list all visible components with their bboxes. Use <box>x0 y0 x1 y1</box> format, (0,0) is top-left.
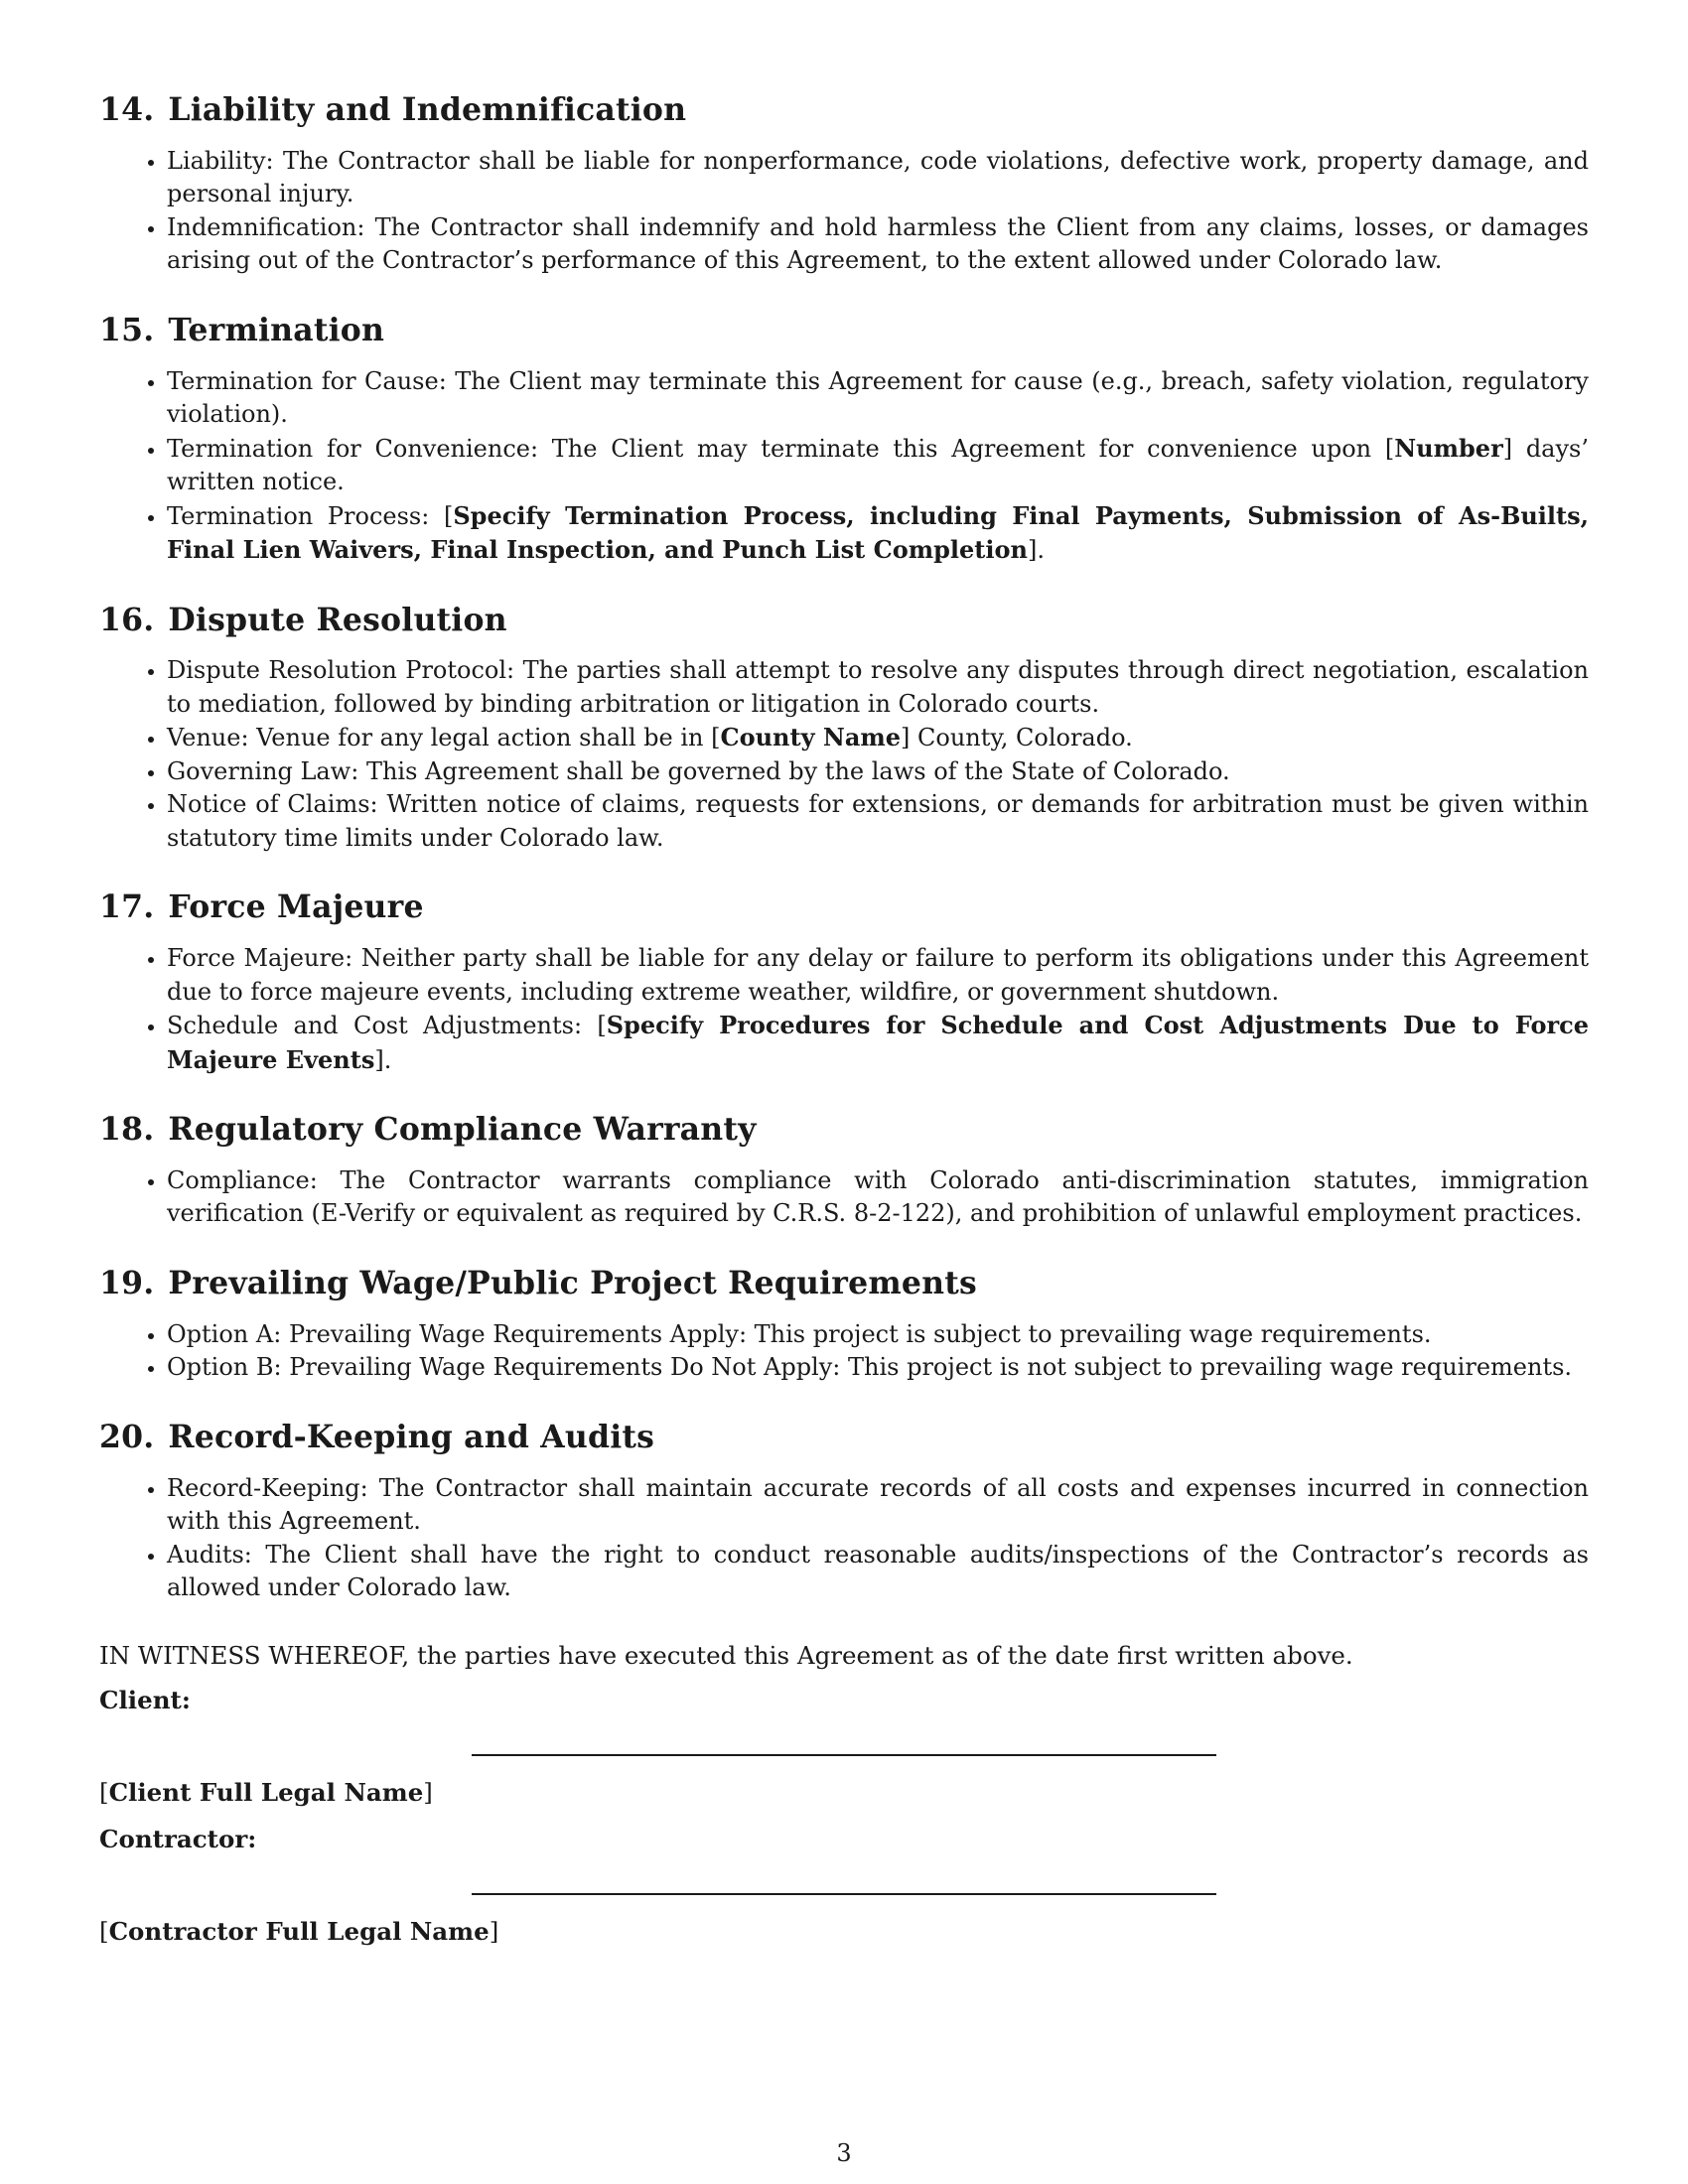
clause-item <box>167 365 1589 432</box>
section-14 <box>99 91 1589 278</box>
section-19 <box>99 1265 1589 1385</box>
clause-text: Schedule and Cost Adjustments: [ <box>167 1012 607 1040</box>
section-15 <box>99 312 1589 568</box>
clause-item <box>167 788 1589 855</box>
clause-text: Indemnification: The Contractor shall indemnify and hold harmless the Client from any claims, losses, or damages arising out of the Contractor’s performance of this Agreement, to the extent allowed under Colorado law. <box>167 212 1589 275</box>
clause-text: Record-Keeping: The Contractor shall maintain accurate records of all costs and expenses incurred in connection with this Agreement. <box>167 1473 1589 1536</box>
clause-item <box>167 1351 1589 1385</box>
section-number: 14. <box>99 91 155 128</box>
section-title: Prevailing Wage/Public Project Requirements <box>168 1264 977 1301</box>
section-number: 18. <box>99 1111 155 1149</box>
clause-text-end: ]. <box>374 1045 392 1074</box>
clause-text: Notice of Claims: Written notice of claims, requests for extensions, or demands for arbitration must be given within statutory time limits under Colorado law. <box>167 790 1589 852</box>
clause-list <box>99 654 1589 855</box>
section-number: 20. <box>99 1418 155 1455</box>
clause-list <box>99 145 1589 278</box>
section-title: Termination <box>168 311 385 348</box>
client-signature-line <box>472 1754 1216 1756</box>
contractor-signature-label: Contractor: <box>99 1824 257 1853</box>
clause-text: Governing Law: This Agreement shall be governed by the laws of the State of Colorado. <box>167 756 1230 785</box>
section-number: 15. <box>99 311 155 348</box>
client-name-close-bracket: ] <box>423 1777 433 1807</box>
clause-item <box>167 211 1589 278</box>
clause-text-end: ]. <box>1027 536 1045 565</box>
section-title: Liability and Indemnification <box>168 91 687 128</box>
clause-item <box>167 1318 1589 1352</box>
clause-list <box>99 942 1589 1077</box>
contractor-name-placeholder <box>99 1915 1589 1948</box>
clause-item <box>167 1009 1589 1077</box>
clause-placeholder: Number <box>1394 433 1503 463</box>
clause-item <box>167 942 1589 1009</box>
section-20 <box>99 1419 1589 1605</box>
clause-text: Termination for Convenience: The Client may terminate this Agreement for convenience upon [ <box>167 434 1395 463</box>
clause-text: Audits: The Client shall have the right to conduct reasonable audits/inspections of the Contractor’s records as allowed under Colorado law. <box>167 1540 1589 1602</box>
section-heading <box>99 602 1589 639</box>
clause-list <box>99 1164 1589 1231</box>
section-heading <box>99 91 1589 129</box>
clause-item <box>167 755 1589 789</box>
clause-list <box>99 1472 1589 1605</box>
clause-item <box>167 654 1589 721</box>
clause-item <box>167 721 1589 755</box>
section-16 <box>99 602 1589 856</box>
clause-text: Termination Process: [ <box>167 501 454 530</box>
clause-item <box>167 1539 1589 1605</box>
clause-item <box>167 145 1589 211</box>
witness-clause: IN WITNESS WHEREOF, the parties have executed this Agreement as of the date first written above. <box>99 1640 1353 1670</box>
clause-list <box>99 365 1589 568</box>
section-number: 19. <box>99 1264 155 1301</box>
section-heading <box>99 1265 1589 1302</box>
section-heading <box>99 888 1589 926</box>
contractor-name-open-bracket: [ <box>99 1916 109 1946</box>
clause-text-end: ] County, Colorado. <box>901 724 1133 752</box>
document-page <box>99 91 1589 1962</box>
section-number: 16. <box>99 601 155 638</box>
section-heading <box>99 312 1589 349</box>
client-name-placeholder <box>99 1776 1589 1809</box>
clause-item <box>167 432 1589 499</box>
clause-item <box>167 1164 1589 1231</box>
client-name-text: Client Full Legal Name <box>108 1777 424 1807</box>
clause-text: Liability: The Contractor shall be liable for nonperformance, code violations, defective work, property damage, and personal injury. <box>167 146 1589 208</box>
clause-item <box>167 499 1589 568</box>
clause-text: Force Majeure: Neither party shall be liable for any delay or failure to perform its obligations under this Agreement due to force majeure events, including extreme weather, wildfire, or government shutdown. <box>167 944 1589 1006</box>
contractor-name-text: Contractor Full Legal Name <box>108 1916 490 1946</box>
clause-text-end: ] days’ written notice. <box>167 434 1589 496</box>
client-name-open-bracket: [ <box>99 1777 109 1807</box>
clause-list <box>99 1318 1589 1385</box>
clause-text: Dispute Resolution Protocol: The parties shall attempt to resolve any disputes through direct negotiation, escalation to mediation, followed by binding arbitration or litigation in Colorado courts. <box>167 656 1589 718</box>
page-number: 3 <box>836 2139 852 2167</box>
section-18 <box>99 1111 1589 1231</box>
section-heading <box>99 1419 1589 1456</box>
sections-container <box>99 91 1589 1605</box>
clause-placeholder: Specify Termination Process, including Final Payments, Submission of As-Builts, Final Lien Waivers, Final Inspection, and Punch List Completion <box>167 500 1589 565</box>
clause-item <box>167 1472 1589 1539</box>
section-number: 17. <box>99 888 155 926</box>
section-heading <box>99 1111 1589 1149</box>
clause-placeholder: Specify Procedures for Schedule and Cost Adjustments Due to Force Majeure Events <box>167 1011 1590 1074</box>
section-title: Force Majeure <box>168 888 424 926</box>
contractor-signature-line <box>472 1893 1216 1895</box>
section-title: Record-Keeping and Audits <box>168 1418 655 1455</box>
clause-text: Option B: Prevailing Wage Requirements Do Not Apply: This project is not subject to prevailing wage requirements. <box>167 1353 1573 1382</box>
clause-text: Compliance: The Contractor warrants compliance with Colorado anti-discrimination statutes, immigration verification (E-Verify or equivalent as required by C.R.S. 8-2-122), and prohibition of unlawful employment practices. <box>167 1165 1589 1228</box>
section-title: Dispute Resolution <box>168 601 507 638</box>
section-17 <box>99 888 1589 1077</box>
client-signature-label: Client: <box>99 1685 191 1714</box>
contractor-name-close-bracket: ] <box>489 1916 499 1946</box>
clause-text: Termination for Cause: The Client may terminate this Agreement for cause (e.g., breach, safety violation, regulatory violation). <box>167 366 1589 429</box>
section-title: Regulatory Compliance Warranty <box>168 1111 757 1149</box>
clause-placeholder: County Name <box>720 723 902 752</box>
clause-text: Venue: Venue for any legal action shall be in [ <box>167 724 721 752</box>
clause-text: Option A: Prevailing Wage Requirements Apply: This project is subject to prevailing wage requirements. <box>167 1319 1432 1348</box>
